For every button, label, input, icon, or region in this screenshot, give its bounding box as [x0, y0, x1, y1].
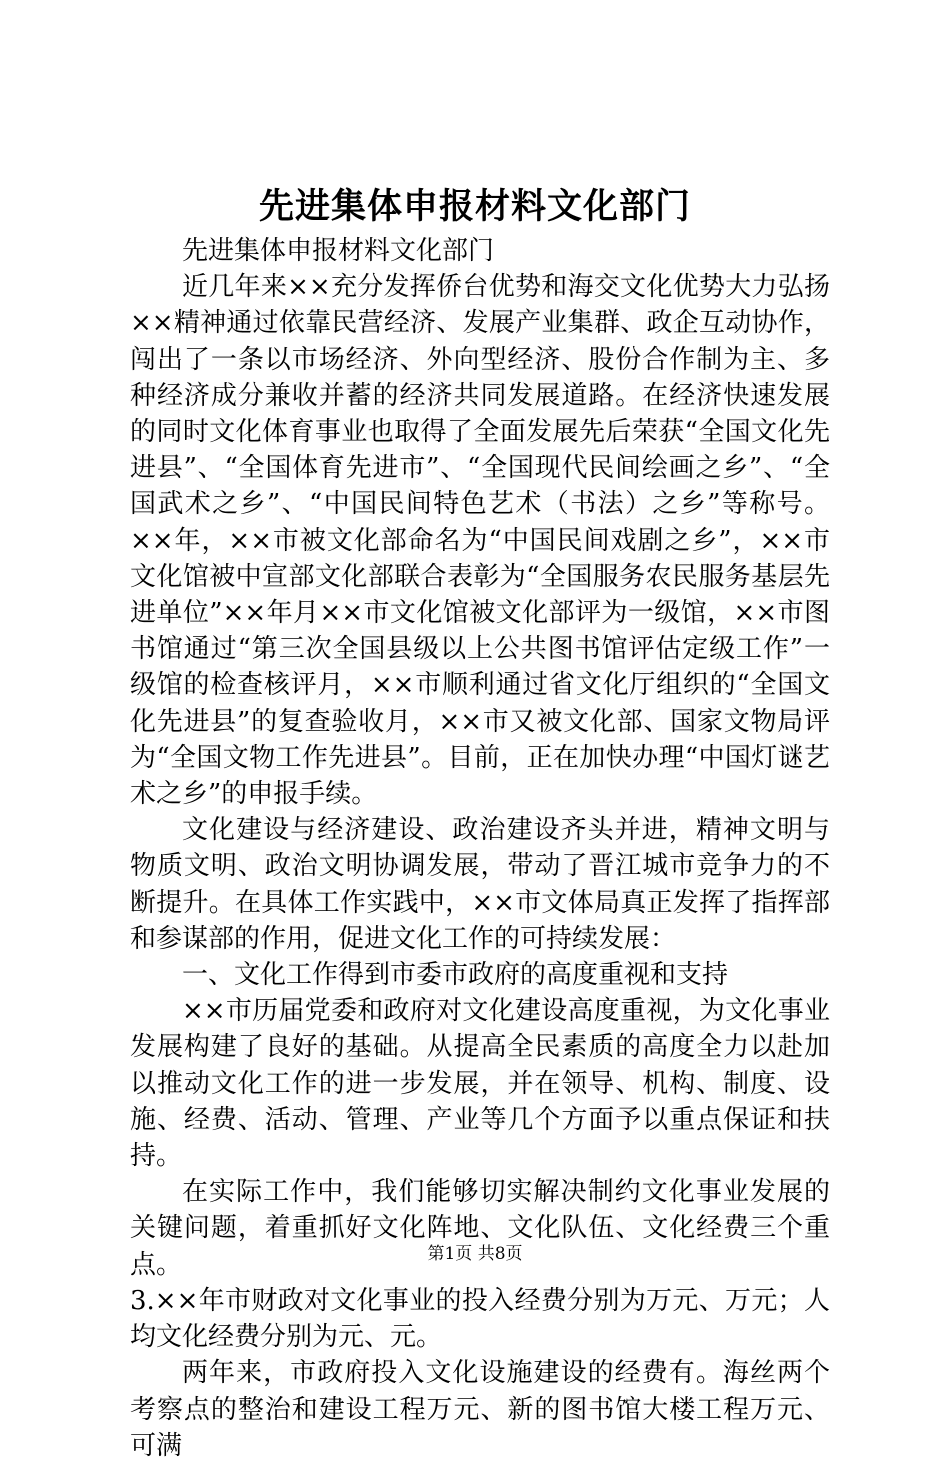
paragraph-practice: 在实际工作中，我们能够切实解决制约文化事业发展的关键问题，着重抓好文化阵地、文化队伍、文化经费三个重点。: [130, 1177, 830, 1280]
paragraph-funding: 3.××年市财政对文化事业的投入经费分别为万元、万元；人均文化经费分别为元、元。: [130, 1285, 830, 1353]
document-body: [130, 233, 830, 1464]
section-heading-1: 一、文化工作得到市委市政府的高度重视和支持: [182, 960, 729, 991]
document-title: 先进集体申报材料文化部门: [258, 186, 691, 227]
paragraph-heading-repeat: 先进集体申报材料文化部门: [182, 236, 495, 266]
paragraph-intro: 近几年来××充分发挥侨台优势和海交文化优势大力弘扬××精神通过依靠民营经济、发展产业集群、政企互动协作，闯出了一条以市场经济、外向型经济、股份合作制为主、多种经济成分兼收并蓄的经济共同发展道路。在经济快速发展的同时文化体育事业也取得了全面发展先后荣获“全国文化先进县”、“全国体育先进市”、“全国现代民间绘画之乡”、“全国武术之乡”、“中国民间特色艺术（书法）之乡”等称号。××年，××市被文化部命名为“中国民间戏剧之乡”，××市文化馆被中宣部文化部联合表彰为“全国服务农民服务基层先进单位”××年月××市文化馆被文化部评为一级馆，××市图书馆通过“第三次全国县级以上公共图书馆评估定级工作”一级馆的检查核评月，××市顺利通过省文化厅组织的“全国文化先进县”的复查验收月，××市又被文化部、国家文物局评为“全国文物工作先进县”。目前，正在加快办理“中国灯谜艺术之乡”的申报手续。: [130, 272, 830, 810]
paragraph-development: 文化建设与经济建设、政治建设齐头并进，精神文明与物质文明、政治文明协调发展，带动了晋江城市竞争力的不断提升。在具体工作实践中，××市文体局真正发挥了指挥部和参谋部的作用，促进文化工作的可持续发展：: [130, 815, 830, 954]
paragraph-support: ××市历届党委和政府对文化建设高度重视，为文化事业发展构建了良好的基础。从提高全民素质的高度全力以赴加以推动文化工作的进一步发展，并在领导、机构、制度、设施、经费、活动、管理、产业等几个方面予以重点保证和扶持。: [130, 996, 830, 1172]
page-footer: 第1页 共8页: [427, 1244, 523, 1264]
paragraph-facilities: 两年来，市政府投入文化设施建设的经费有。海丝两个考察点的整治和建设工程万元、新的图书馆大楼工程万元、可满: [130, 1358, 830, 1461]
